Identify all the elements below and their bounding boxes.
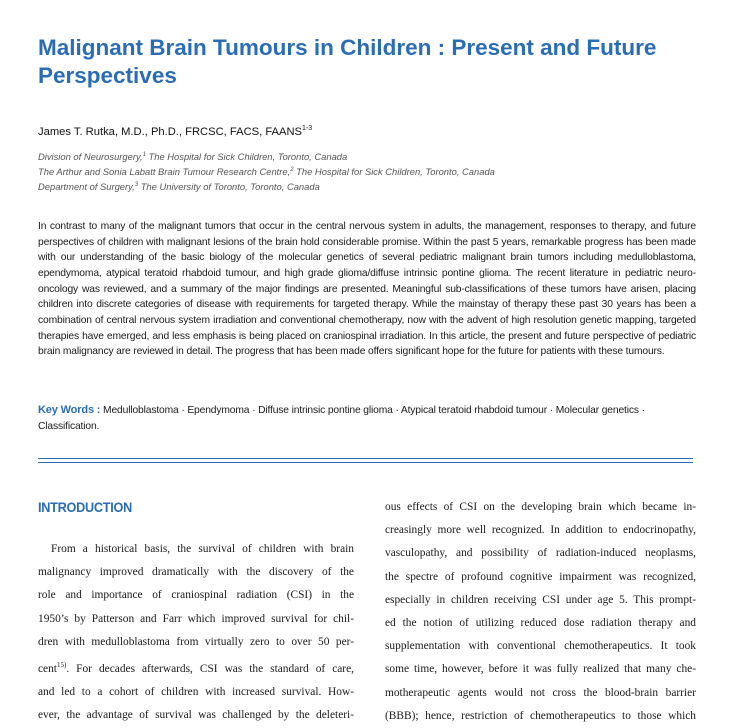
affiliation-1: Division of Neurosurgery,$^1$ The Hospital for Sick Children, Toronto, Canada — [38, 151, 348, 162]
citation-superscript: 15) — [56, 661, 67, 670]
keywords — [38, 402, 696, 435]
text-line: From a historical basis, the survival of children with brain — [51, 543, 354, 555]
author-name: James T. Rutka, M.D., Ph.D., FRCSC, FACS, FAANS — [38, 126, 303, 138]
text-line: ous effects of CSI on the developing brain which became in- — [385, 501, 696, 513]
keywords-label: Key Words : — [38, 404, 101, 416]
abstract: In contrast to many of the malignant tumors that occur in the central nervous system in adults, the management, responses to therapy, and future perspectives of children with malignant lesions of the brain hold considerable promise. Within the past 5 years, remarkable progress has been made with our understanding of the basic biology of the molecular genetics of several pediatric malignant brain tumors including medulloblastoma, ependymoma, atypical teratoid rhabdoid tumour, and high grade glioma/diffuse intrinsic pontine glioma. The recent literature in pediatric neuro-oncology was reviewed, and a summary of the major findings are presented. Meaningful sub-classifications of these tumors have arisen, placing children into discrete categories of disease with requirements for targeted therapy. While the mainstay of therapy these past 30 years has been a combination of central nervous system irradiation and conventional chemotherapy, now with the advent of high resolution genetic mapping, targeted therapies have emerged, and less emphasis is being placed on craniospinal irradiation. In this article, the present and future perspective of pediatric brain malignancy are reviewed in detail. The progress that has been made offers significant hope for the future for patients with these tumours. — [38, 221, 696, 358]
introduction-right-column — [385, 496, 696, 728]
text-line: ed the notion of utilizing reduced dose radiation therapy and — [385, 617, 696, 630]
text-line: vasculopathy, and possibility of radiation-induced neoplasms, — [385, 547, 696, 560]
text-line: the spectre of profound cognitive impairment was recognized, — [385, 570, 696, 583]
text-line: 1950’s by Patterson and Farr which improved survival for chil- — [38, 612, 354, 625]
text-line: supplementation with conventional chemotherapeutics. It took — [385, 640, 696, 653]
text-line: cent$^{15)}$. For decades afterwards, CSI was the standard of care, — [38, 661, 354, 676]
text-line: some time, however, before it was fully realized that many che- — [385, 663, 696, 676]
text-line: motherapeutic agents would not cross the blood-brain barrier — [385, 686, 696, 699]
introduction-left-column — [38, 538, 354, 728]
text-line: ever, the advantage of survival was challenged by the deleteri- — [38, 709, 354, 722]
text-line: (BBB); hence, restriction of chemotherapeutics to those which — [385, 709, 696, 722]
affiliation-2: The Arthur and Sonia Labatt Brain Tumour Research Centre,$^2$ The Hospital for Sick Children, Toronto, Canada — [38, 166, 495, 177]
text-line: dren with medulloblastoma from virtually zero to over 50 per- — [38, 635, 354, 648]
author-line — [38, 125, 688, 138]
text-line: creasingly more well recognized. In addition to endocrinopathy, — [385, 524, 696, 537]
introduction-heading: INTRODUCTION — [38, 500, 132, 515]
text-line: role and importance of craniospinal radiation (CSI) in the — [38, 589, 354, 602]
author-superscript: 1-3 — [302, 125, 313, 132]
article-title: Malignant Brain Tumours in Children : Present and Future Perspectives — [38, 35, 657, 88]
affiliation-3: Department of Surgery,$^3$ The University of Toronto, Toronto, Canada — [38, 181, 320, 192]
section-divider-2 — [38, 462, 693, 463]
text-line: and led to a cohort of children with increased survival. How- — [38, 686, 354, 699]
keywords-text: Medulloblastoma · Ependymoma · Diffuse intrinsic pontine glioma · Atypical teratoid rhabdoid tumour · Molecular genetics · Classification. — [38, 405, 645, 432]
section-divider — [38, 458, 693, 459]
text-line: malignancy improved dramatically with the discovery of the — [38, 566, 354, 579]
text-line: especially in children receiving CSI under age 5. This prompt- — [385, 593, 696, 606]
